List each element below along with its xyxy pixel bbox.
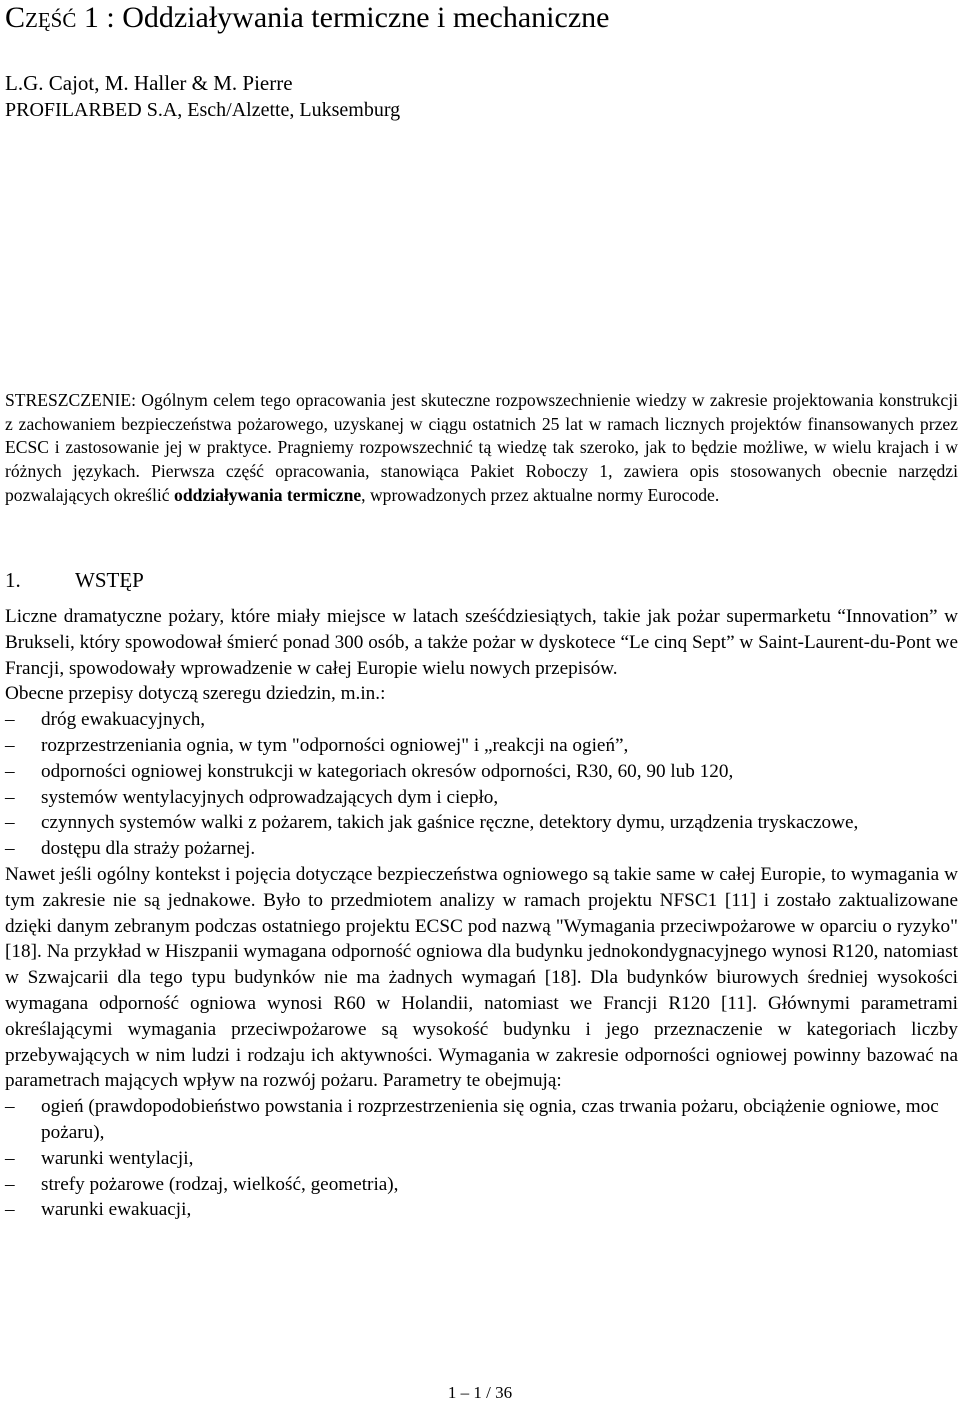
- dash-bullet: –: [5, 838, 15, 860]
- affiliation: PROFILARBED S.A, Esch/Alzette, Luksemburg: [5, 99, 401, 121]
- list-item: [5, 1094, 958, 1146]
- section-number: 1.: [5, 568, 21, 592]
- list-item: [5, 810, 958, 836]
- list-item-text: strefy pożarowe (rodzaj, wielkość, geometria),: [41, 1173, 399, 1195]
- list-item-text: dróg ewakuacyjnych,: [41, 709, 206, 731]
- paragraph-3: Nawet jeśli ogólny kontekst i pojęcia dotyczące bezpieczeństwa ogniowego są takie same w całej Europie, to wymagania w tym zakresie nie są jednakowe. Było to przedmiotem analizy w ramach projektu NFSC1 [11] i zostało zaktualizowane dzięki danym zebranym podczas ostatniego projektu ECSC pod nazwą "Wymagania przeciwpożarowe w oparciu o ryzyko" [18]. Na przykład w Hiszpanii wymagana odporność ogniowa dla budynku jednokondygnacyjnego wynosi R120, natomiast w Szwajcarii dla tego typu budynków nie ma żadnych wymagań [18]. Dla budynków biurowych średniej wysokości wymagana odporność ogniowa wynosi R60 w Holandii, natomiast we Francji R120 [11]. Głównymi parametrami określającymi wymagania przeciwpożarowe są wysokość budynku i jego przeznaczenie w kategoriach liczby przebywających w nim ludzi i rodzaju ich aktywności. Wymagania w zakresie odporności ogniowej powinny bazować na parametrach mających wpływ na rozwój pożaru. Parametry te obejmują:: [5, 863, 958, 1092]
- list-item-text: warunki ewakuacji,: [41, 1199, 192, 1221]
- authors: L.G. Cajot, M. Haller & M. Pierre: [5, 71, 293, 95]
- dash-bullet: –: [5, 1147, 15, 1169]
- paragraph-2: Obecne przepisy dotyczą szeregu dziedzin, m.in.:: [5, 683, 386, 705]
- dash-bullet: –: [5, 1173, 15, 1195]
- list-item-text: rozprzestrzeniania ognia, w tym "odporności ogniowej" i „reakcji na ogień”,: [41, 734, 629, 756]
- dash-bullet: –: [5, 734, 15, 756]
- list-item-text: warunki wentylacji,: [41, 1147, 194, 1169]
- list-item-text: dostępu dla straży pożarnej.: [41, 838, 256, 860]
- list-item: [5, 836, 958, 862]
- list-item: [5, 1197, 958, 1223]
- list-item: [5, 759, 958, 785]
- abstract-text-2: , wprowadzonych przez aktualne normy Eurocode.: [361, 484, 720, 505]
- paragraph-1: Liczne dramatyczne pożary, które miały miejsce w latach sześćdziesiątych, takie jak pożar supermarketu “Innovation” w Brukseli, który spowodował śmierć ponad 300 osób, a także pożar w dyskotece “Le cinq Sept” w Saint-Laurent-du-Pont we Francji, spowodowały wprowadzenie w całej Europie wielu nowych przepisów.: [5, 606, 958, 679]
- list-item: [5, 785, 958, 811]
- dash-bullet: –: [5, 760, 15, 782]
- document-title: [5, 0, 609, 36]
- abstract: [5, 389, 958, 508]
- section-heading: [5, 565, 144, 595]
- dash-bullet: –: [5, 1199, 15, 1221]
- list-item-text: odporności ogniowej konstrukcji w kategoriach okresów odporności, R30, 60, 90 lub 120,: [41, 760, 734, 782]
- dash-bullet: –: [5, 1096, 15, 1118]
- list-item: [5, 733, 958, 759]
- parameters-list: [5, 1094, 958, 1223]
- list-item: [5, 1172, 958, 1198]
- list-item: [5, 1146, 958, 1172]
- list-item: [5, 707, 958, 733]
- section-title: WSTĘP: [75, 568, 144, 592]
- title-part-word: zęść: [25, 1, 77, 34]
- abstract-text-1: STRESZCZENIE: Ogólnym celem tego opracowania jest skuteczne rozpowszechnienie wiedzy w zakresie projektowania konstrukcji z zachowaniem bezpieczeństwa pożarowego, uzyskanej w ciągu ostatnich 25 lat w ramach licznych projektów finansowanych przez ECSC i zastosowanie jej w praktyce. Pragniemy rozpowszechnić tą wiedzę tak szeroko, jak to będzie możliwe, w wielu krajach i w różnych językach. Pierwsza część opracowania, stanowiąca Pakiet Roboczy 1, zawiera opis stosowanych obecnie narzędzi pozwalających określić: [5, 390, 958, 505]
- list-item-text: czynnych systemów walki z pożarem, takich jak gaśnice ręczne, detektory dymu, urządzenia tryskaczowe,: [41, 812, 859, 834]
- title-part-initial: C: [5, 1, 26, 34]
- dash-bullet: –: [5, 786, 15, 808]
- body-text: [5, 604, 958, 1223]
- title-rest: 1 : Oddziaływania termiczne i mechaniczne: [76, 1, 610, 34]
- regulations-list: [5, 707, 958, 862]
- dash-bullet: –: [5, 709, 15, 731]
- dash-bullet: –: [5, 812, 15, 834]
- abstract-bold: oddziaływania termiczne: [174, 484, 362, 505]
- page-number: 1 – 1 / 36: [447, 1383, 513, 1402]
- list-item-text: ogień (prawdopodobieństwo powstania i rozprzestrzenienia się ognia, czas trwania pożaru, obciążenie ogniowe, moc pożaru),: [41, 1096, 939, 1143]
- list-item-text: systemów wentylacyjnych odprowadzających dym i ciepło,: [41, 786, 499, 808]
